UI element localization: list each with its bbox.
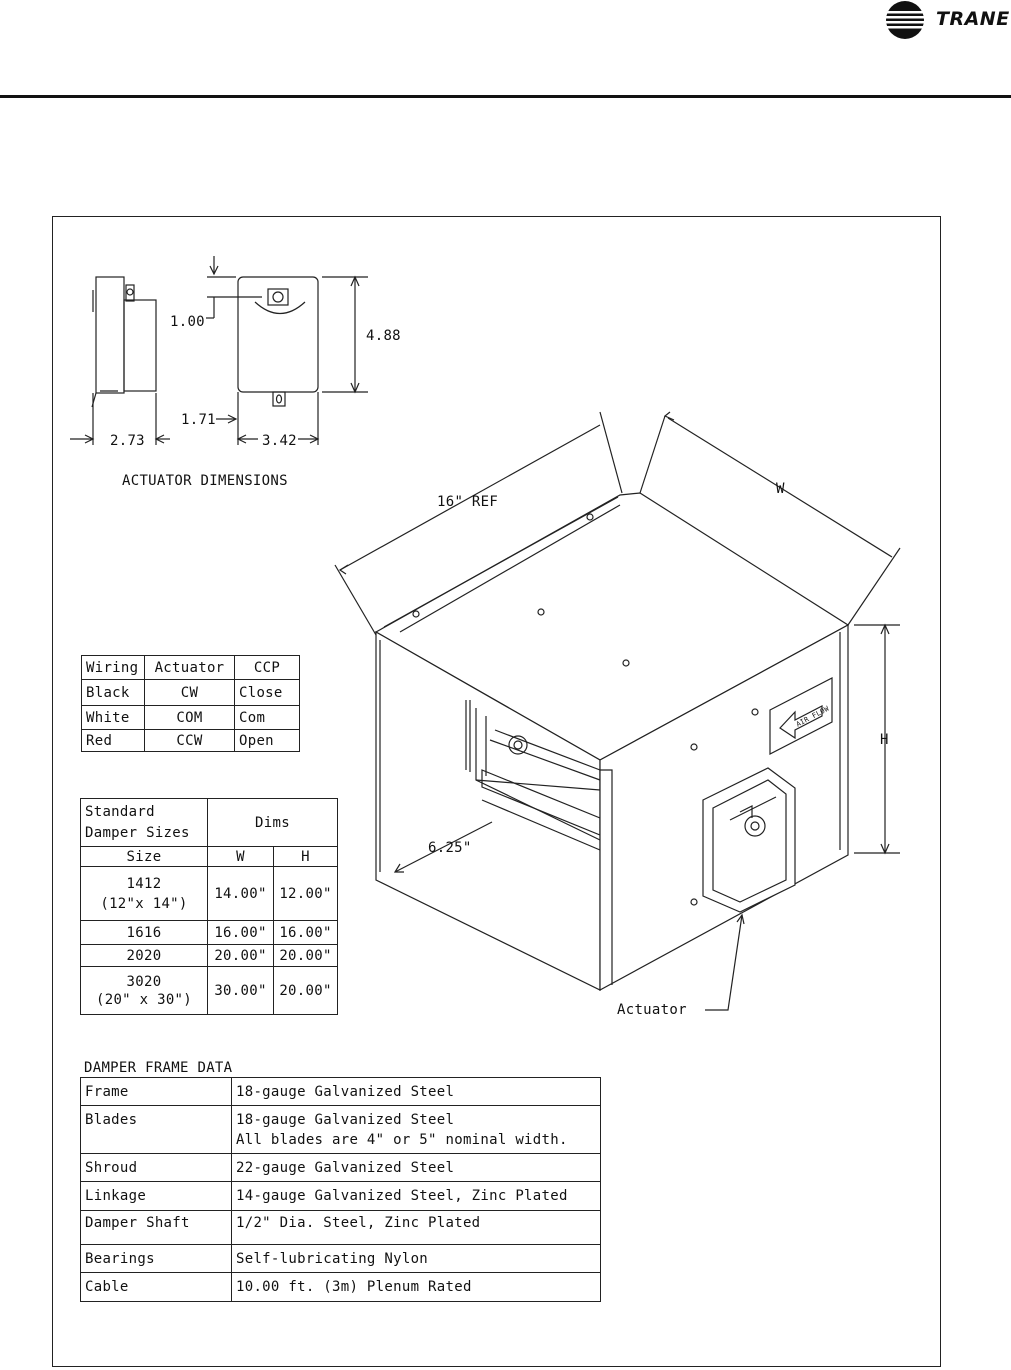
- frame-value: Self-lubricating Nylon: [232, 1245, 601, 1273]
- dim-ref-length: 16" REF: [437, 494, 499, 510]
- size-w: 14.00": [208, 867, 274, 921]
- airflow-label: AIR FLOW: [794, 704, 831, 729]
- dim-bottom-offset: 1.71: [181, 412, 216, 428]
- size-code: 3020: [126, 973, 162, 990]
- size-h: 12.00": [274, 867, 338, 921]
- wiring-header: CCP: [235, 656, 300, 680]
- wiring-header: Wiring: [82, 656, 145, 680]
- size-w: 16.00": [208, 921, 274, 945]
- dim-actuator-depth: 2.73: [110, 433, 145, 449]
- wiring-cell: CW: [145, 680, 235, 706]
- sizes-header-dims: Dims: [208, 799, 338, 847]
- size-code: 1616: [81, 921, 208, 945]
- frame-label: Blades: [81, 1106, 232, 1154]
- wiring-header: Actuator: [145, 656, 235, 680]
- frame-value: 14-gauge Galvanized Steel, Zinc Plated: [232, 1182, 601, 1211]
- size-w: 30.00": [208, 967, 274, 1015]
- frame-label: Shroud: [81, 1154, 232, 1182]
- wiring-cell: Com: [235, 706, 300, 730]
- sizes-col-w: W: [208, 847, 274, 867]
- frame-label: Cable: [81, 1273, 232, 1302]
- frame-label: Damper Shaft: [81, 1211, 232, 1245]
- wiring-cell: Black: [82, 680, 145, 706]
- size-code: 2020: [81, 945, 208, 967]
- wiring-cell: Open: [235, 730, 300, 752]
- frame-value: 22-gauge Galvanized Steel: [232, 1154, 601, 1182]
- frame-value: 1/2" Dia. Steel, Zinc Plated: [232, 1211, 601, 1245]
- damper-sizes-table: [80, 798, 338, 1015]
- dim-depth: 6.25": [428, 840, 472, 856]
- wiring-cell: CCW: [145, 730, 235, 752]
- wiring-cell: White: [82, 706, 145, 730]
- size-h: 20.00": [274, 945, 338, 967]
- sizes-col-size: Size: [81, 847, 208, 867]
- dim-height-label: H: [880, 732, 889, 748]
- frame-label: Linkage: [81, 1182, 232, 1211]
- dim-actuator-width: 3.42: [262, 433, 297, 449]
- frame-data-table: [80, 1077, 601, 1302]
- sizes-col-h: H: [274, 847, 338, 867]
- brand-name: TRANE: [936, 8, 1010, 30]
- wiring-table: [81, 655, 300, 752]
- dim-width-label: W: [776, 481, 785, 497]
- frame-value: 18-gauge Galvanized Steel: [232, 1078, 601, 1106]
- size-h: 16.00": [274, 921, 338, 945]
- dim-top-offset: 1.00: [170, 314, 205, 330]
- wiring-cell: Red: [82, 730, 145, 752]
- frame-label: Frame: [81, 1078, 232, 1106]
- size-note: (12"x 14"): [100, 895, 188, 912]
- size-w: 20.00": [208, 945, 274, 967]
- size-code: 1412: [126, 875, 162, 892]
- frame-value: 18-gauge Galvanized Steel: [236, 1111, 455, 1128]
- size-h: 20.00": [274, 967, 338, 1015]
- wiring-cell: COM: [145, 706, 235, 730]
- frame-label: Bearings: [81, 1245, 232, 1273]
- dim-actuator-height: 4.88: [366, 328, 401, 344]
- frame-value: 10.00 ft. (3m) Plenum Rated: [232, 1273, 601, 1302]
- actuator-front-view: [70, 256, 368, 445]
- frame-value-note: All blades are 4" or 5" nominal width.: [236, 1131, 568, 1148]
- actuator-label: Actuator: [617, 1002, 687, 1018]
- size-note: (20" x 30"): [95, 991, 193, 1008]
- wiring-cell: Close: [235, 680, 300, 706]
- actuator-side-view: [92, 277, 156, 445]
- frame-data-title: DAMPER FRAME DATA: [84, 1060, 233, 1076]
- sizes-header: Standard Damper Sizes: [81, 799, 208, 847]
- actuator-title: ACTUATOR DIMENSIONS: [122, 473, 288, 489]
